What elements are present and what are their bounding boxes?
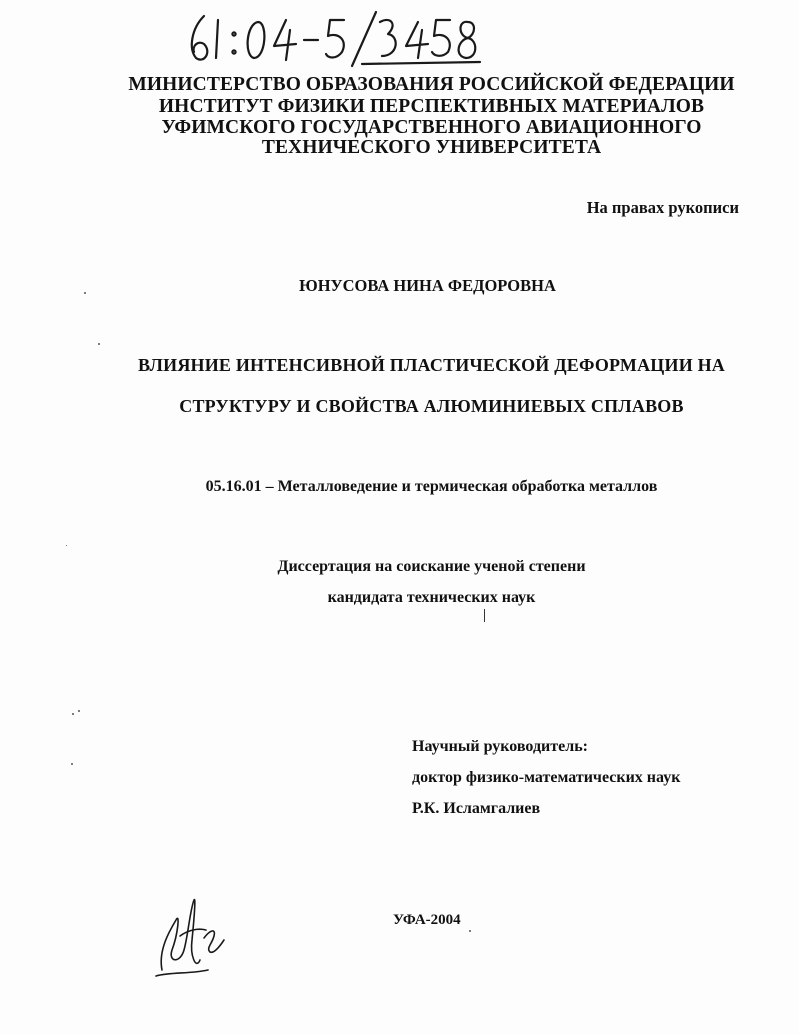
thesis-title-line-2: СТРУКТУРУ И СВОЙСТВА АЛЮМИНИЕВЫХ СПЛАВОВ [179,396,684,416]
supervisor-name: Р.К. Исламгалиев [412,800,541,817]
scan-speck [98,343,100,345]
dissertation-line-2: кандидата технических наук [327,589,536,606]
scan-speck [469,930,471,932]
rights-note: На правах рукописи [586,198,739,217]
scan-speck [66,545,67,546]
scan-mark [484,609,485,622]
specialty-code: 05.16.01 – Металловедение и термическая обработка металлов [205,478,658,495]
scan-speck [78,710,80,712]
dissertation-line-1: Диссертация на соискание ученой степени [277,558,586,575]
supervisor-degree: доктор физико-математических наук [412,769,681,786]
ministry-line: МИНИСТЕРСТВО ОБРАЗОВАНИЯ РОССИЙСКОЙ ФЕДЕРАЦИИ [128,74,735,95]
handwritten-archive-code [182,8,482,68]
university-line-2: ТЕХНИЧЕСКОГО УНИВЕРСИТЕТА [261,137,602,158]
scan-speck [71,763,73,765]
author-name: ЮНУСОВА НИНА ФЕДОРОВНА [299,276,556,295]
city-year: УФА-2004 [393,912,461,928]
institute-line: ИНСТИТУТ ФИЗИКИ ПЕРСПЕКТИВНЫХ МАТЕРИАЛОВ [158,96,705,117]
supervisor-label: Научный руководитель: [412,738,588,755]
thesis-title-line-1: ВЛИЯНИЕ ИНТЕНСИВНОЙ ПЛАСТИЧЕСКОЙ ДЕФОРМАЦИИ НА [137,355,726,375]
scan-speck [72,713,74,715]
scan-speck [84,292,86,294]
handwritten-signature [150,890,230,980]
university-line-1: УФИМСКОГО ГОСУДАРСТВЕННОГО АВИАЦИОННОГО [161,117,702,138]
